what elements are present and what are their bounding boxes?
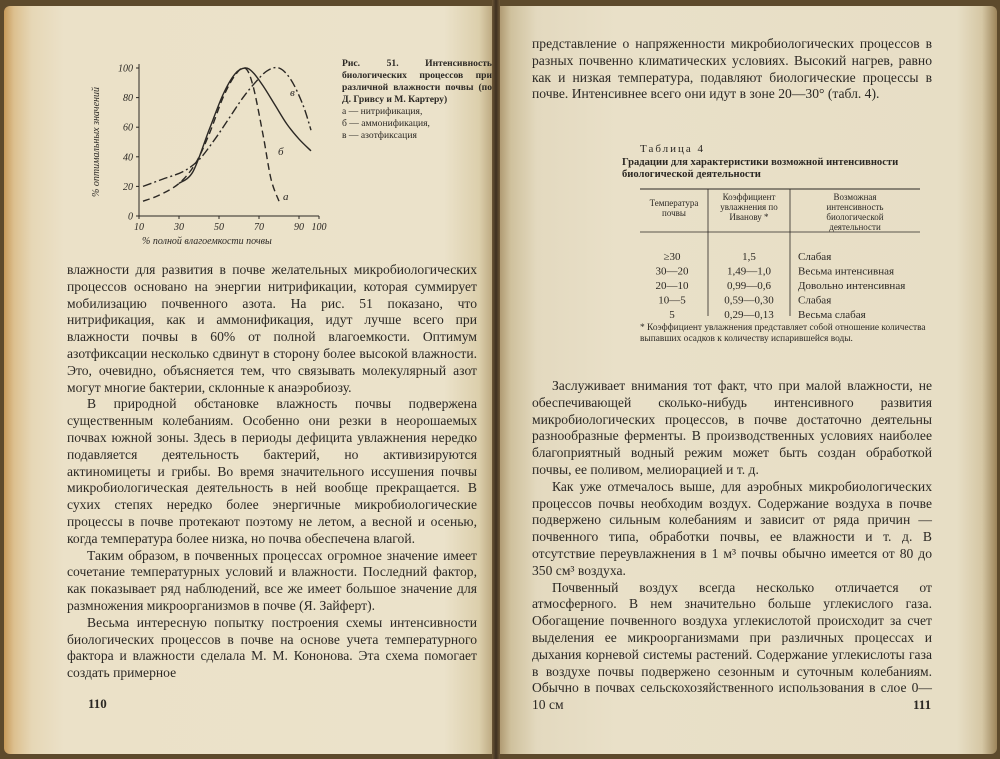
x-tick-label: 30 [174,222,184,233]
figure-51-chart [84,54,334,254]
legend-nitrogen-fixation: в — азотфиксация [342,130,417,141]
left-paragraph-1: влажности для развития в почве желательных микробиологических процессов основано на энергии нитрификации, которая суммирует мобилизацию почвенного азота. На рис. 51 показано, что нитрификация, как и аммонификация, идут лучше всего при влажности почвы в 60% от полной влагоемкости. Оптимум азотфиксации несколько сдвинут в сторону более высокой влажности. Это, очевидно, объясняется тем, что связывать молекулярный азот могут многие бактерии, склонные к анаэробиозу. [67,262,477,395]
series-line-1 [143,68,279,202]
table-footnote: * Коэффициент увлажнения представляет собой отношение количества выпавших осадков к количеству испарившейся воды. [640,323,926,345]
table-cell-intensity: Довольно интенсивная [798,280,906,292]
table-cell-coefficient: 1,5 [742,251,756,263]
y-tick-label: 80 [123,93,133,105]
y-axis-label: % оптимальных значений [91,87,102,197]
y-tick-label: 20 [123,181,133,193]
book-gutter [492,0,500,759]
table-cell-temperature: 20—10 [655,280,689,292]
x-axis-label: % полной влагоемкости почвы [142,236,272,247]
table-cell-coefficient: 0,29—0,13 [724,309,774,320]
series-line-2 [179,68,311,183]
right-paragraph-2: Как уже отмечалось выше, для аэробных микробиологических процессов почвы необходим воздух. Содержание воздуха в почве подвержено сильным колебаниям и зависит от ряда причин — почвенного типа, обработки почвы, ее влажности и т. д. В отсутствие переувлажнения в 1 м³ почвы обычно имеется от 80 до 350 см³ воздуха. [532,478,932,578]
legend-ammonification: б — аммонификация, [342,118,430,129]
x-tick-label: 50 [214,222,224,233]
table-heading [622,143,922,182]
right-page-top [532,36,932,103]
right-paragraph-3: Почвенный воздух всегда несколько отличается от атмосферного. В нем значительно больше углекислого газа. Обогащение почвенного воздуха углекислотой происходит за счет выделения ее микроорганизмами при различных процессах и дыхания корневой системы растений. Содержание углекислоты газа в воздухе почвы подвержено сезонным и суточным колебаниям. Обычно в почвах сельскохозяйственного использования в слое 0—10 см [532,579,932,713]
y-tick-label: 40 [123,152,133,164]
table-cell-temperature: ≥30 [663,251,681,263]
right-paragraph-1: Заслуживает внимания тот факт, что при малой влажности, не обеспечивающей сколько-нибудь интенсивного развития микробиологических процессов, в почве достаточно деятельны разнообразные ферменты. В производственных условиях наиболее благоприятный водный режим может быть создан обработкой почвы, ее поливом, мелиорацией и т. д. [532,378,932,477]
right-page-body [532,378,932,714]
y-tick-label: 100 [118,63,133,75]
x-tick-label: 10 [134,222,144,233]
left-paragraph-3: Таким образом, в почвенных процессах огромное значение имеет сочетание температурных условий и влажности. Последний фактор, как показывает ряд наблюдений, все же имеет большое значение для размножения микроорганизмов в почве (Я. Зайферт). [67,547,477,613]
table-cell-coefficient: 0,99—0,6 [727,280,771,292]
right-page-number: 111 [913,697,932,712]
table-cell-intensity: Весьма слабая [798,309,866,320]
table-cell-intensity: Слабая [798,294,832,307]
table-header-temperature: Температура почвы [649,198,699,218]
series-label-3: в [290,87,295,99]
table-cell-temperature: 10—5 [658,294,686,307]
legend-nitrification: а — нитрификация, [342,106,423,117]
table-title: Градации для характеристики возможной интенсивности биологической деятельности [622,157,899,181]
table-cell-coefficient: 0,59—0,30 [724,294,774,307]
x-tick-label: 90 [294,222,304,233]
figure-caption [342,58,492,142]
table-number: Таблица 4 [640,143,706,155]
left-page-number: 110 [88,696,107,711]
table-cell-coefficient: 1,49—1,0 [727,265,771,278]
figure-caption-title: Рис. 51. Интенсивность биологических процессов при различной влажности почвы (по Д. Гривсу и М. Картеру) [342,58,492,105]
x-tick-label: 70 [254,222,264,233]
table-header-coefficient: Коэффициент увлажнения по Иванову * [720,192,778,222]
table-cell-temperature: 30—20 [655,265,689,278]
table-header-intensity: Возможная интенсивность биологической деятельности [826,192,884,232]
series-label-1: а [283,191,289,203]
y-tick-label: 60 [123,122,133,134]
y-tick-label: 0 [128,211,133,223]
left-paragraph-2: В природной обстановке влажность почвы подвержена существенным колебаниям. Особенно они резки в неорошаемых почвах южной зоны. Здесь в периоды дефицита увлажнения нередко подавляется деятельность бактерий, но активизируются актиномицеты и грибы. Во время значительного иссушения почвы микробиологическая деятельность в ней вообще прекращается. В сухих степях нередко более энергичные микробиологические процессы в почве протекают поэтому не летом, а весной и осенью, когда температура более низка, но почва обеспечена влагой. [67,396,477,546]
right-top-paragraph: представление о напряженности микробиологических процессов в разных почвенно климатических условиях. Высокий нагрев, равно как и низкая температура, подавляют биологические процессы в почве. Интенсивнее всего они идут в зоне 20—30° (табл. 4). [532,36,932,102]
table-cell-intensity: Слабая [798,251,832,263]
series-label-2: б [278,146,284,158]
table-cell-temperature: 5 [669,309,675,320]
left-page-body [67,262,477,682]
table-4 [640,188,925,320]
x-tick-label: 100 [311,222,327,233]
left-paragraph-4: Весьма интересную попытку построения схемы интенсивности биологических процессов в почве на основе учета температурного фактора и влажности сделала М. М. Кононова. Эта схема помогает создать примерное [67,614,477,681]
table-cell-intensity: Весьма интенсивная [798,265,895,278]
